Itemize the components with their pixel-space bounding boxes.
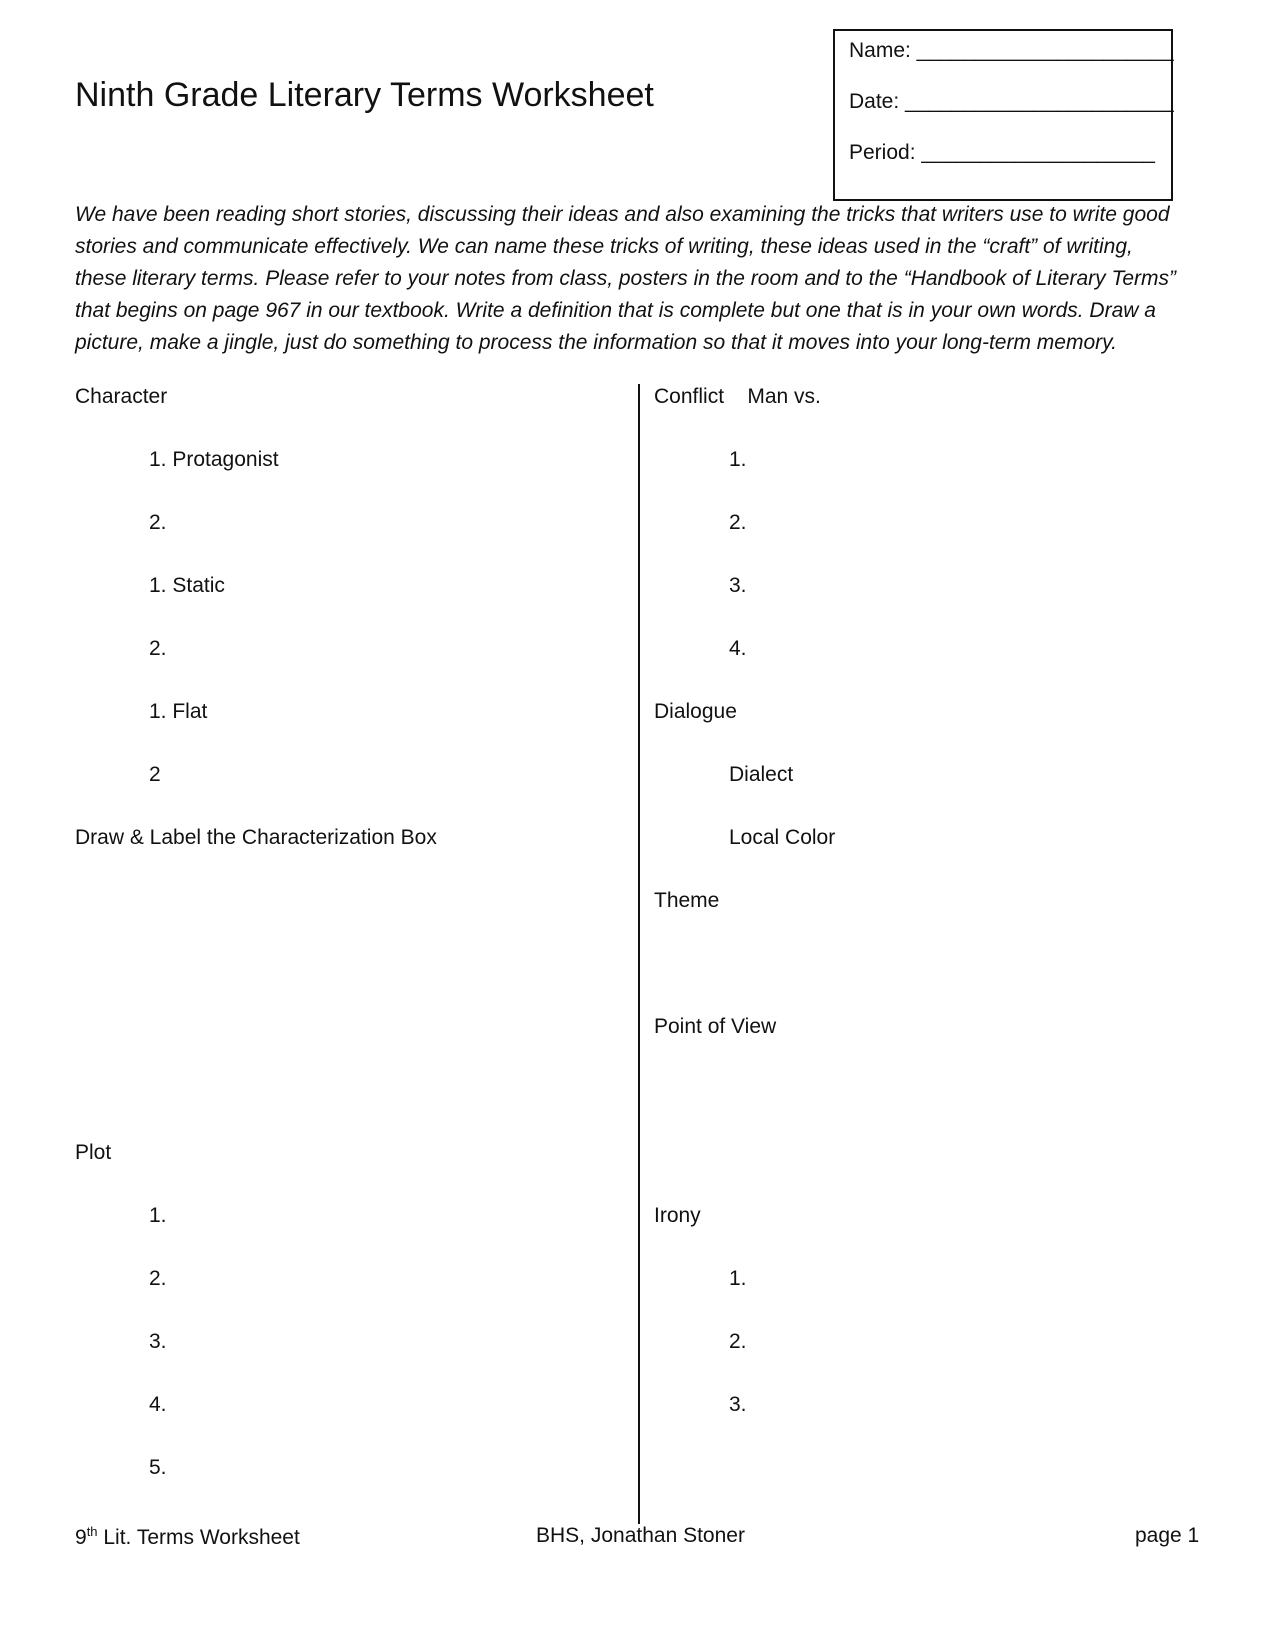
instructions-text: We have been reading short stories, discussing their ideas and also examining the tricks that writers use to write good stories and communicate effectively. We can name these tricks of writing, these ideas used in the “craft” of writing, these literary terms. Please refer to your notes from class, posters in the room and to the “Handbook of Literary Terms” that begins on page 967 in our textbook. Write a definition that is complete but one that is in your own words. Draw a picture, make a jingle, just do something to process the information so that it moves into your long-term memory. <box>75 203 1177 354</box>
irony-item: 3. <box>729 1393 747 1416</box>
plot-item: 5. <box>149 1456 167 1479</box>
character-item: 1. Protagonist <box>149 448 279 471</box>
period-field[interactable]: Period: ____________________ <box>849 141 1155 164</box>
footer-grade-number: 9 <box>75 1526 87 1549</box>
character-heading: Character <box>75 385 168 408</box>
irony-heading: Irony <box>654 1204 701 1227</box>
dialogue-heading: Dialogue <box>654 700 737 723</box>
plot-item: 4. <box>149 1393 167 1416</box>
point-of-view-heading: Point of View <box>654 1015 777 1038</box>
date-field[interactable]: Date: _______________________ <box>849 90 1174 113</box>
footer-page-number: page 1 <box>1135 1524 1200 1547</box>
plot-item: 1. <box>149 1204 167 1227</box>
name-field[interactable]: Name: ______________________ <box>849 39 1174 62</box>
irony-item: 1. <box>729 1267 747 1290</box>
theme-heading: Theme <box>654 889 720 912</box>
conflict-item: 3. <box>729 574 747 597</box>
instructions-paragraph <box>75 199 1185 359</box>
footer-author: BHS, Jonathan Stoner <box>536 1524 745 1547</box>
dialogue-item: Dialect <box>729 763 794 786</box>
plot-heading: Plot <box>75 1141 112 1164</box>
character-item: 1. Flat <box>149 700 208 723</box>
character-item: 2. <box>149 511 167 534</box>
footer-worksheet-title: Lit. Terms Worksheet <box>97 1526 300 1549</box>
student-info-box <box>833 29 1173 201</box>
character-item: 1. Static <box>149 574 225 597</box>
plot-item: 2. <box>149 1267 167 1290</box>
dialogue-item: Local Color <box>729 826 836 849</box>
page-title: Ninth Grade Literary Terms Worksheet <box>75 76 654 114</box>
conflict-item: 1. <box>729 448 747 471</box>
conflict-heading: Conflict Man vs. <box>654 385 821 408</box>
footer-left <box>75 1524 300 1550</box>
conflict-item: 4. <box>729 637 747 660</box>
character-item: 2 <box>149 763 161 786</box>
plot-item: 3. <box>149 1330 167 1353</box>
irony-item: 2. <box>729 1330 747 1353</box>
characterization-box-heading: Draw & Label the Characterization Box <box>75 826 437 849</box>
column-divider <box>638 384 640 1524</box>
character-item: 2. <box>149 637 167 660</box>
footer-grade-suffix: th <box>86 1524 98 1539</box>
conflict-item: 2. <box>729 511 747 534</box>
